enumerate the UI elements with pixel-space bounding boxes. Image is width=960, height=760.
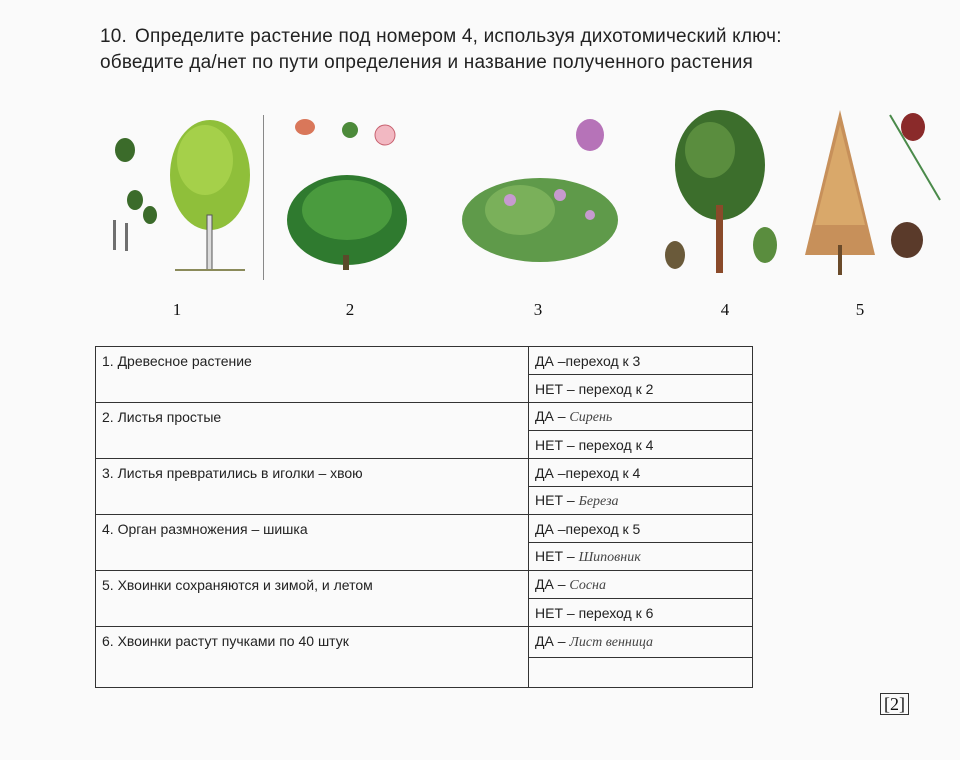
task-text — [100, 24, 920, 76]
task-line-1: Определите растение под номером 4, используя дихотомический ключ: — [135, 26, 782, 47]
dichotomous-key-table — [95, 346, 753, 688]
key-row-3-yes — [96, 459, 753, 487]
key-row-4-yes — [96, 515, 753, 543]
key-question-4: 4. Орган размножения – шишка — [96, 515, 529, 571]
score-mark: [2] — [880, 693, 909, 715]
pine-tree-icon — [655, 105, 785, 305]
plant-pictures — [95, 105, 955, 305]
key-answer-4-no[interactable]: НЕТ – Шиповник — [529, 543, 753, 571]
key-row-1-yes — [96, 347, 753, 375]
key-question-6: 6. Хвоинки растут пучками по 40 штук — [96, 627, 529, 688]
key-answer-4-yes[interactable]: ДА –переход к 5 — [529, 515, 753, 543]
larch-tree-icon — [795, 105, 945, 305]
task-line-2: обведите да/нет по пути определения и название полученного растения — [100, 52, 754, 73]
key-answer-2-no[interactable]: НЕТ – переход к 4 — [529, 431, 753, 459]
key-question-1: 1. Древесное растение — [96, 347, 529, 403]
plant-label-5: 5 — [855, 300, 865, 319]
task-number: 10. — [100, 26, 128, 47]
key-answer-6-yes[interactable]: ДА – Лист венница — [529, 627, 753, 658]
plant-label-4: 4 — [720, 300, 730, 319]
key-answer-2-yes[interactable]: ДА – Сирень — [529, 403, 753, 431]
key-answer-1-no[interactable]: НЕТ – переход к 2 — [529, 375, 753, 403]
plant-label-3: 3 — [533, 300, 543, 319]
key-row-6-yes — [96, 627, 753, 658]
key-answer-5-no[interactable]: НЕТ – переход к 6 — [529, 599, 753, 627]
key-answer-3-no[interactable]: НЕТ – Береза — [529, 487, 753, 515]
picture-divider — [263, 115, 264, 280]
key-answer-6-no[interactable] — [529, 657, 753, 688]
key-question-5: 5. Хвоинки сохраняются и зимой, и летом — [96, 571, 529, 627]
key-answer-3-yes[interactable]: ДА –переход к 4 — [529, 459, 753, 487]
key-question-2: 2. Листья простые — [96, 403, 529, 459]
plant-label-2: 2 — [345, 300, 355, 319]
rosehip-bush-icon — [265, 105, 425, 305]
lilac-bush-icon — [450, 105, 625, 305]
key-row-5-yes — [96, 571, 753, 599]
key-answer-5-yes[interactable]: ДА – Сосна — [529, 571, 753, 599]
key-answer-1-yes[interactable]: ДА –переход к 3 — [529, 347, 753, 375]
key-row-2-yes — [96, 403, 753, 431]
key-question-3: 3. Листья превратились в иголки – хвою — [96, 459, 529, 515]
birch-icon — [95, 105, 255, 305]
plant-label-1: 1 — [172, 300, 182, 319]
